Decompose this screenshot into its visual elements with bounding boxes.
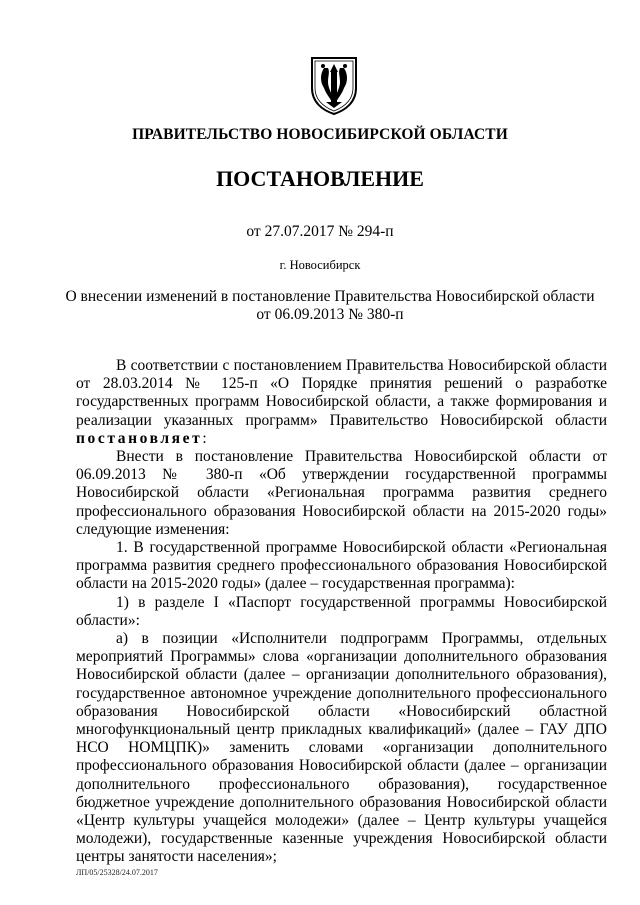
resolves-word: постановляет — [76, 429, 203, 447]
document-body — [76, 357, 607, 867]
preamble-colon: : — [202, 429, 207, 447]
document-place: г. Новосибирск — [279, 258, 361, 272]
footer-code: ЛП/05/25328/24.07.2017 — [76, 868, 158, 877]
paragraph-item-1: 1. В государственной программе Новосибирской области «Региональная программа развития среднего профессионального образования Новосибирской области на 2015-2020 годы» (далее – государственная программа): — [76, 539, 607, 593]
subject-line-1: О внесении изменений в постановление Правительства Новосибирской области — [65, 288, 595, 305]
subject-line-2: от 06.09.2013 № 380-п — [256, 306, 404, 323]
document-date-number: от 27.07.2017 № 294-п — [246, 223, 394, 240]
paragraph-amend: Внести в постановление Правительства Новосибирской области от 06.09.2013 № 380-п «Об утверждении государственной программы Новосибирской области «Региональная программа развития среднего профессионального образования Новосибирской области на 2015-2020 годы» следующие изменения: — [76, 448, 607, 538]
paragraph-preamble — [76, 357, 607, 448]
organization-title: ПРАВИТЕЛЬСТВО НОВОСИБИРСКОЙ ОБЛАСТИ — [132, 126, 508, 143]
paragraph-subitem-a: а) в позиции «Исполнители подпрограмм Программы, отдельных мероприятий Программы» слова «организации дополнительного образования Новосибирской области (далее – организации дополнительного образования), государственное автономное учреждение дополнительного профессионального образования Новосибирской области «Новосибирский областной многофункциональный центр прикладных квалификаций» (далее – ГАУ ДПО НСО НОМЦПК)» заменить словами «организации дополнительного профессионального образования Новосибирской области (далее – организации дополнительного профессионального образования), государственное бюджетное учреждение дополнительного образования Новосибирской области «Центр культуры учащейся молодежи» (далее – Центр культуры учащейся молодежи), государственные казенные учреждения Новосибирской области центры занятости населения»; — [76, 630, 607, 866]
preamble-text: В соответствии с постановлением Правительства Новосибирской области от 28.03.2014 № 125-п «О Порядке принятия решений о разработке государственных программ Новосибирской области, а также формирования и реализации указанных программ» Правительство Новосибирской области — [76, 357, 607, 429]
document-subject — [60, 288, 600, 324]
document-type: ПОСТАНОВЛЕНИЕ — [216, 166, 424, 191]
paragraph-subitem-1: 1) в разделе I «Паспорт государственной программы Новосибирской области»: — [76, 593, 607, 629]
coat-of-arms-icon — [306, 54, 362, 116]
